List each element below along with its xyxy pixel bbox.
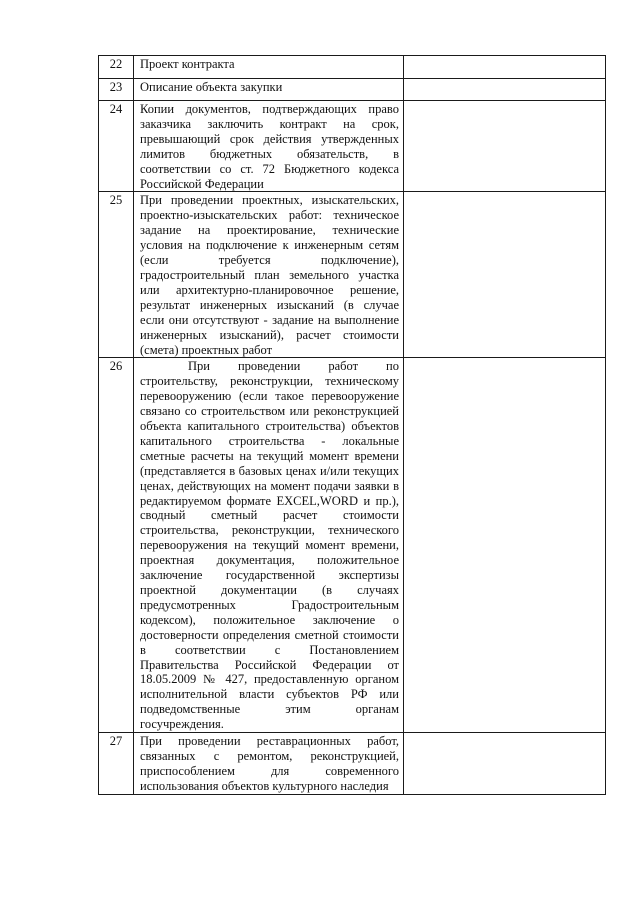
table-row bbox=[99, 192, 606, 358]
row-value-cell bbox=[404, 192, 606, 358]
row-value-cell bbox=[404, 358, 606, 733]
requirements-table bbox=[98, 55, 606, 795]
row-number: 27 bbox=[99, 733, 134, 795]
table-row bbox=[99, 358, 606, 733]
row-description: Копии документов, подтверждающих право заказчика заключить контракт на срок, превышающий срок действия утвержденных лимитов бюджетных обязательств, в соответствии со ст. 72 Бюджетного кодекса Российской Федерации bbox=[134, 101, 404, 192]
row-number: 24 bbox=[99, 101, 134, 192]
table-row bbox=[99, 101, 606, 192]
row-number: 25 bbox=[99, 192, 134, 358]
row-value-cell bbox=[404, 733, 606, 795]
table-row bbox=[99, 733, 606, 795]
row-description: При проведении работ по строительству, реконструкции, техническому перевооружению (если такое перевооружение связано со строительством или реконструкцией объекта капитального строительства) объектов капитального строительства - локальные сметные расчеты на текущий момент времени (представляется в базовых ценах и/или текущих ценах, действующих на момент подачи заявки в редактируемом формате EXCEL,WORD и пр.), сводный сметный расчет стоимости строительства, реконструкции, технического перевооружения на текущий момент времени, проектная документация, положительное заключение государственной экспертизы проектной документации (в случаях предусмотренных Градостроительным кодексом), положительное заключение о достоверности определения сметной стоимости в соответствии с Постановлением Правительства Российской Федерации от 18.05.2009 № 427, предоставленную органом исполнительной власти субъектов РФ или подведомственные этим органам госучреждения. bbox=[134, 358, 404, 733]
row-value-cell bbox=[404, 79, 606, 101]
row-value-cell bbox=[404, 56, 606, 79]
row-number: 23 bbox=[99, 79, 134, 101]
row-description: При проведении проектных, изыскательских, проектно-изыскательских работ: техническое задание на проектирование, технические условия на подключение к инженерным сетям (если требуется подключение), градостроительный план земельного участка или архитектурно-планировочное решение, результат инженерных изысканий (в случае если они отсутствуют - задание на выполнение инженерных изысканий), расчет стоимости (смета) проектных работ bbox=[134, 192, 404, 358]
row-number: 22 bbox=[99, 56, 134, 79]
row-value-cell bbox=[404, 101, 606, 192]
row-description: Описание объекта закупки bbox=[134, 79, 404, 101]
row-number: 26 bbox=[99, 358, 134, 733]
row-description: При проведении реставрационных работ, связанных с ремонтом, реконструкцией, приспособлением для современного использования объектов культурного наследия bbox=[134, 733, 404, 795]
row-description: Проект контракта bbox=[134, 56, 404, 79]
table-row bbox=[99, 79, 606, 101]
table-row bbox=[99, 56, 606, 79]
